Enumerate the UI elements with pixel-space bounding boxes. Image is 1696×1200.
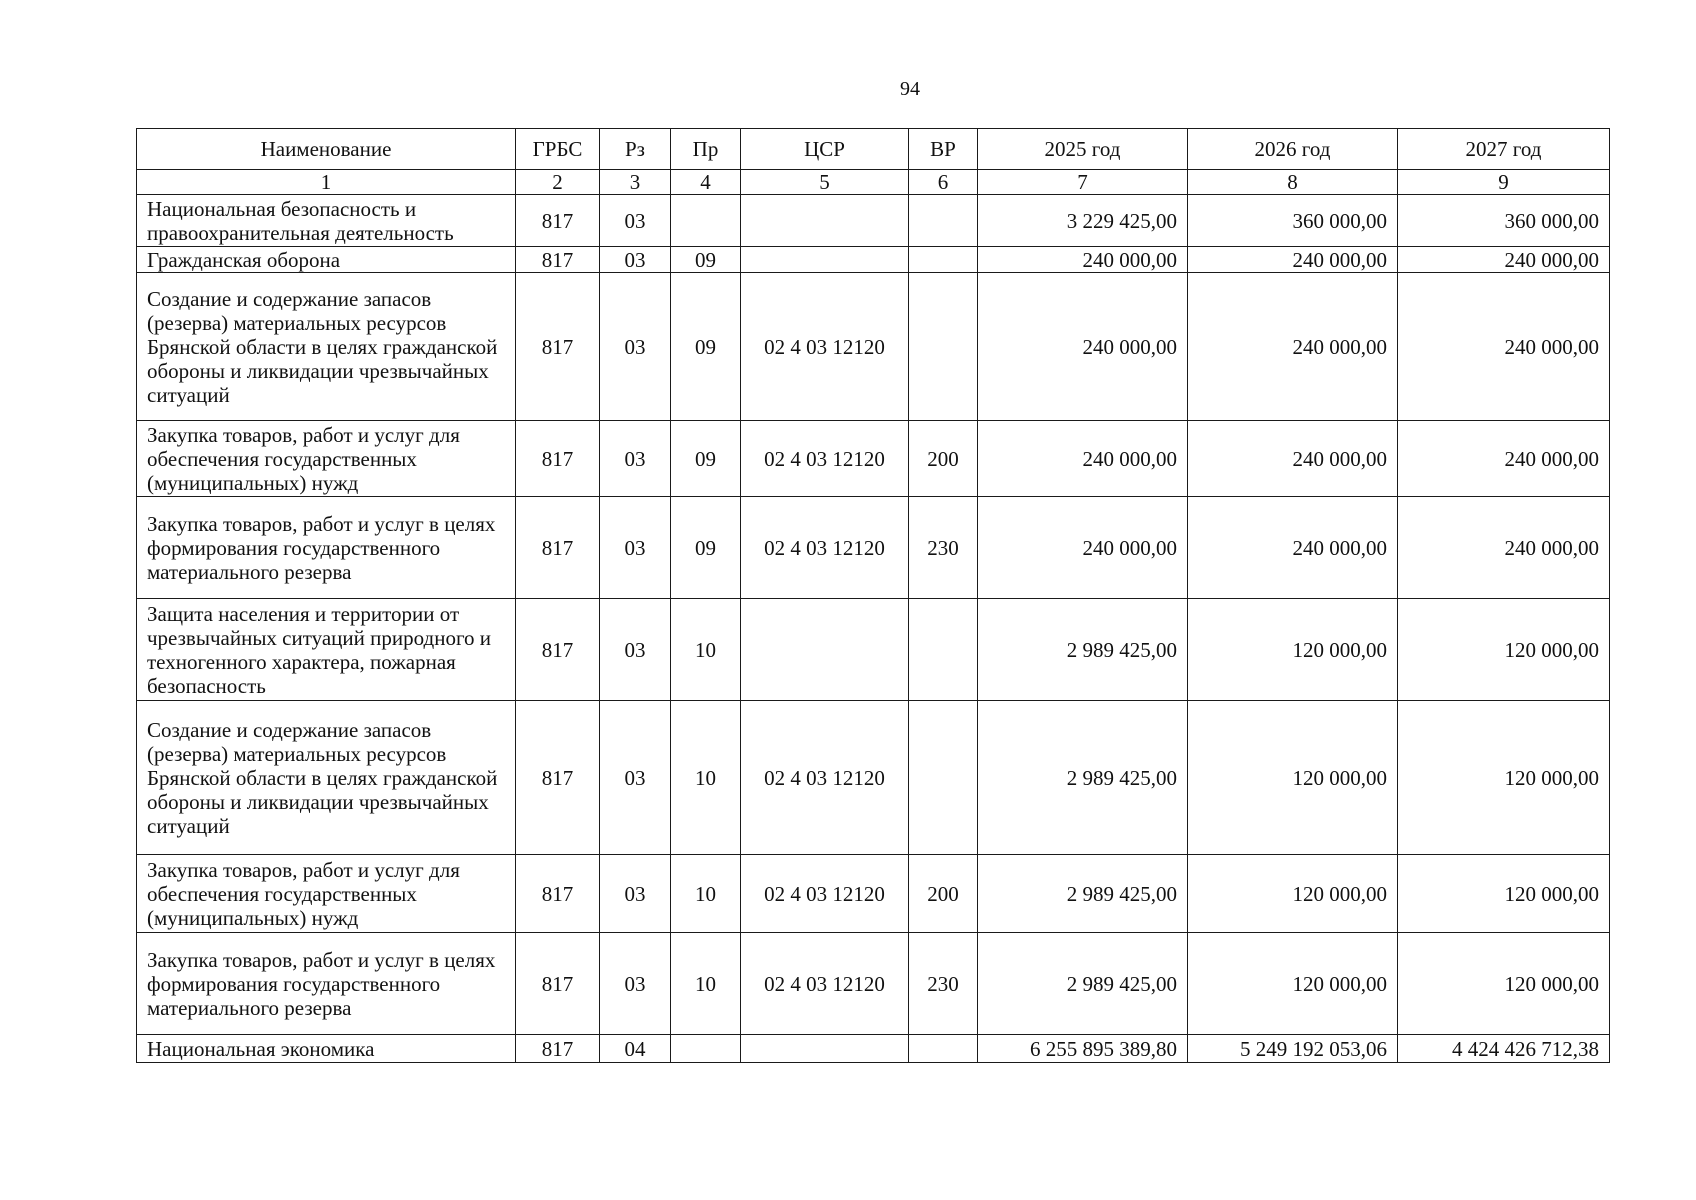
row-amount-2027: 120 000,00 xyxy=(1398,599,1610,701)
row-amount-2027: 360 000,00 xyxy=(1398,195,1610,247)
table-row xyxy=(137,247,1610,273)
row-amount-2026: 120 000,00 xyxy=(1188,855,1398,933)
row-vr: 230 xyxy=(909,933,978,1035)
column-number: 1 xyxy=(137,170,516,195)
row-name: Защита населения и территории от чрезвычайных ситуаций природного и техногенного характера, пожарная безопасность xyxy=(137,599,516,701)
row-vr xyxy=(909,1035,978,1063)
row-pr: 10 xyxy=(671,599,741,701)
row-amount-2025: 6 255 895 389,80 xyxy=(978,1035,1188,1063)
row-rz: 03 xyxy=(600,599,671,701)
row-pr xyxy=(671,1035,741,1063)
row-amount-2026: 120 000,00 xyxy=(1188,933,1398,1035)
row-amount-2026: 360 000,00 xyxy=(1188,195,1398,247)
row-amount-2027: 4 424 426 712,38 xyxy=(1398,1035,1610,1063)
row-grbs: 817 xyxy=(516,497,600,599)
column-number-row xyxy=(137,170,1610,195)
row-amount-2027: 240 000,00 xyxy=(1398,497,1610,599)
row-amount-2025: 2 989 425,00 xyxy=(978,933,1188,1035)
row-rz: 03 xyxy=(600,497,671,599)
row-rz: 04 xyxy=(600,1035,671,1063)
column-number: 6 xyxy=(909,170,978,195)
table-row xyxy=(137,421,1610,497)
row-csr: 02 4 03 12120 xyxy=(741,855,909,933)
row-amount-2025: 2 989 425,00 xyxy=(978,855,1188,933)
header-rz: Рз xyxy=(600,129,671,170)
table-row xyxy=(137,497,1610,599)
row-csr: 02 4 03 12120 xyxy=(741,933,909,1035)
header-name: Наименование xyxy=(137,129,516,170)
table-body xyxy=(137,195,1610,1063)
table-row xyxy=(137,273,1610,421)
row-amount-2025: 240 000,00 xyxy=(978,273,1188,421)
row-name: Закупка товаров, работ и услуг в целях формирования государственного материального резерва xyxy=(137,497,516,599)
column-number: 7 xyxy=(978,170,1188,195)
row-vr: 230 xyxy=(909,497,978,599)
row-csr xyxy=(741,195,909,247)
header-csr: ЦСР xyxy=(741,129,909,170)
header-vr: ВР xyxy=(909,129,978,170)
row-pr: 09 xyxy=(671,421,741,497)
row-pr: 10 xyxy=(671,855,741,933)
header-2025: 2025 год xyxy=(978,129,1188,170)
row-amount-2026: 240 000,00 xyxy=(1188,247,1398,273)
budget-table xyxy=(136,128,1610,1063)
row-amount-2026: 5 249 192 053,06 xyxy=(1188,1035,1398,1063)
row-grbs: 817 xyxy=(516,247,600,273)
row-csr xyxy=(741,247,909,273)
row-grbs: 817 xyxy=(516,421,600,497)
row-amount-2025: 240 000,00 xyxy=(978,247,1188,273)
table-row xyxy=(137,855,1610,933)
row-pr: 09 xyxy=(671,273,741,421)
row-grbs: 817 xyxy=(516,1035,600,1063)
row-rz: 03 xyxy=(600,247,671,273)
row-csr: 02 4 03 12120 xyxy=(741,701,909,855)
row-name: Закупка товаров, работ и услуг в целях формирования государственного материального резерва xyxy=(137,933,516,1035)
row-amount-2026: 120 000,00 xyxy=(1188,701,1398,855)
column-number: 4 xyxy=(671,170,741,195)
row-amount-2027: 120 000,00 xyxy=(1398,933,1610,1035)
row-amount-2026: 120 000,00 xyxy=(1188,599,1398,701)
row-amount-2025: 240 000,00 xyxy=(978,421,1188,497)
row-amount-2027: 120 000,00 xyxy=(1398,855,1610,933)
row-amount-2027: 240 000,00 xyxy=(1398,273,1610,421)
table-row xyxy=(137,701,1610,855)
row-vr xyxy=(909,599,978,701)
row-pr: 10 xyxy=(671,933,741,1035)
row-grbs: 817 xyxy=(516,599,600,701)
row-amount-2025: 240 000,00 xyxy=(978,497,1188,599)
row-pr: 09 xyxy=(671,247,741,273)
row-name: Национальная безопасность и правоохранительная деятельность xyxy=(137,195,516,247)
row-name: Создание и содержание запасов (резерва) материальных ресурсов Брянской области в целях гражданской обороны и ликвидации чрезвычайных ситуаций xyxy=(137,273,516,421)
row-grbs: 817 xyxy=(516,701,600,855)
header-2027: 2027 год xyxy=(1398,129,1610,170)
row-name: Гражданская оборона xyxy=(137,247,516,273)
column-number: 8 xyxy=(1188,170,1398,195)
table-row xyxy=(137,933,1610,1035)
row-amount-2025: 2 989 425,00 xyxy=(978,701,1188,855)
column-number: 2 xyxy=(516,170,600,195)
row-pr xyxy=(671,195,741,247)
table-row xyxy=(137,195,1610,247)
page-number: 94 xyxy=(900,78,920,100)
row-grbs: 817 xyxy=(516,933,600,1035)
header-row xyxy=(137,129,1610,170)
row-csr xyxy=(741,599,909,701)
row-amount-2027: 240 000,00 xyxy=(1398,421,1610,497)
row-amount-2026: 240 000,00 xyxy=(1188,421,1398,497)
row-vr xyxy=(909,701,978,855)
row-vr: 200 xyxy=(909,855,978,933)
row-amount-2025: 2 989 425,00 xyxy=(978,599,1188,701)
row-amount-2026: 240 000,00 xyxy=(1188,273,1398,421)
row-rz: 03 xyxy=(600,195,671,247)
row-pr: 10 xyxy=(671,701,741,855)
row-amount-2027: 120 000,00 xyxy=(1398,701,1610,855)
row-amount-2027: 240 000,00 xyxy=(1398,247,1610,273)
row-csr: 02 4 03 12120 xyxy=(741,273,909,421)
header-2026: 2026 год xyxy=(1188,129,1398,170)
row-vr xyxy=(909,273,978,421)
row-pr: 09 xyxy=(671,497,741,599)
row-name: Национальная экономика xyxy=(137,1035,516,1063)
row-rz: 03 xyxy=(600,855,671,933)
table-header xyxy=(137,129,1610,195)
row-amount-2025: 3 229 425,00 xyxy=(978,195,1188,247)
row-csr: 02 4 03 12120 xyxy=(741,421,909,497)
header-grbs: ГРБС xyxy=(516,129,600,170)
column-number: 3 xyxy=(600,170,671,195)
row-rz: 03 xyxy=(600,701,671,855)
column-number: 5 xyxy=(741,170,909,195)
row-name: Закупка товаров, работ и услуг для обеспечения государственных (муниципальных) нужд xyxy=(137,421,516,497)
row-vr xyxy=(909,247,978,273)
row-name: Закупка товаров, работ и услуг для обеспечения государственных (муниципальных) нужд xyxy=(137,855,516,933)
table-row xyxy=(137,599,1610,701)
row-grbs: 817 xyxy=(516,855,600,933)
row-rz: 03 xyxy=(600,933,671,1035)
row-name: Создание и содержание запасов (резерва) материальных ресурсов Брянской области в целях гражданской обороны и ликвидации чрезвычайных ситуаций xyxy=(137,701,516,855)
row-vr: 200 xyxy=(909,421,978,497)
row-grbs: 817 xyxy=(516,195,600,247)
row-rz: 03 xyxy=(600,273,671,421)
header-pr: Пр xyxy=(671,129,741,170)
row-rz: 03 xyxy=(600,421,671,497)
table-row xyxy=(137,1035,1610,1063)
row-amount-2026: 240 000,00 xyxy=(1188,497,1398,599)
column-number: 9 xyxy=(1398,170,1610,195)
row-csr xyxy=(741,1035,909,1063)
row-csr: 02 4 03 12120 xyxy=(741,497,909,599)
row-vr xyxy=(909,195,978,247)
row-grbs: 817 xyxy=(516,273,600,421)
